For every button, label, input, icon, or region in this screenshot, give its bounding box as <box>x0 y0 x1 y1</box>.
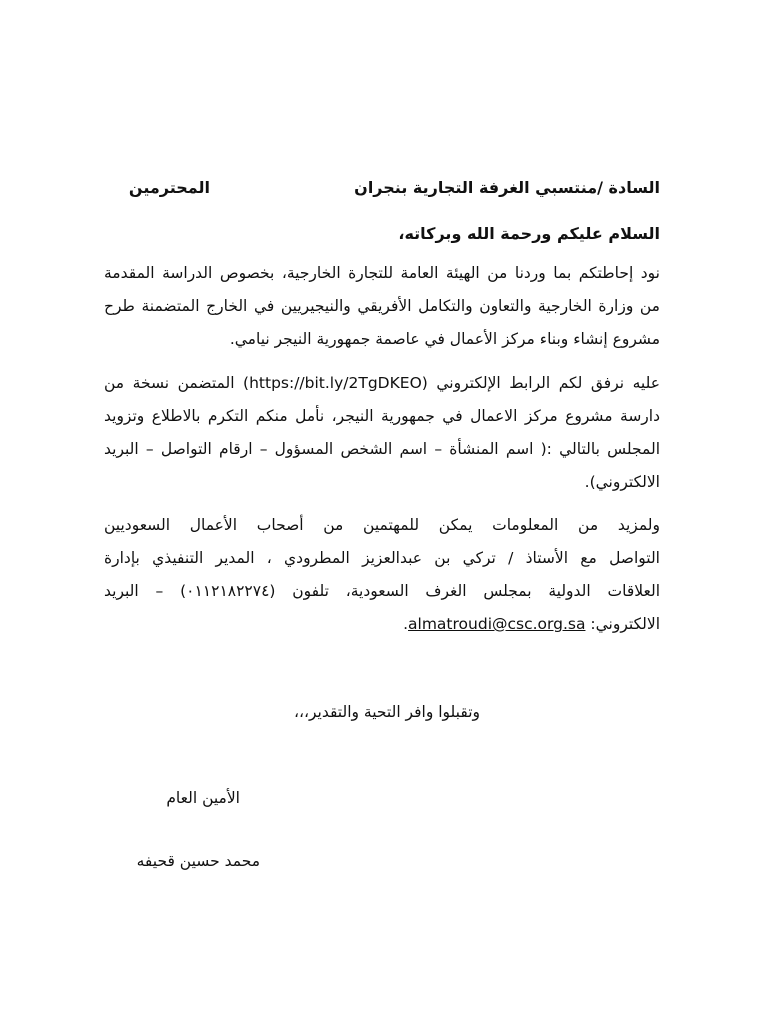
paragraph1-line2: من وزارة الخارجية والتعاون والتكامل الأفريقي والنيجيريين في الخارج المتضمنة طرح <box>104 297 660 315</box>
paragraph2-line1: عليه نرفق لكم الرابط الإلكتروني (https://bit.ly/2TgDKEO) المتضمن نسخة من <box>104 374 660 392</box>
signatory-name: محمد حسين قحيفه <box>136 852 260 870</box>
paragraph2-line3: المجلس بالتالي :( اسم المنشأة – اسم الشخص المسؤول – ارقام التواصل – البريد <box>104 440 660 458</box>
greeting: السلام عليكم ورحمة الله وبركاته، <box>398 224 660 243</box>
addressee: السادة /منتسبي الغرفة التجارية بنجران <box>354 178 660 197</box>
paragraph1-line3: مشروع إنشاء وبناء مركز الأعمال في عاصمة جمهورية النيجر نيامي. <box>229 330 660 348</box>
paragraph3-line1: ولمزيد من المعلومات يمكن للمهتمين من أصحاب الأعمال السعوديين <box>104 516 660 534</box>
respected-label: المحترمين <box>128 178 210 197</box>
email-suffix: . <box>403 615 409 633</box>
paragraph1-line1: نود إحاطتكم بما وردنا من الهيئة العامة للتجارة الخارجية، بخصوص الدراسة المقدمة <box>104 264 660 282</box>
signatory-title: الأمين العام <box>166 789 240 807</box>
paragraph3-line2: التواصل مع الأستاذ / تركي بن عبدالعزيز المطرودي ، المدير التنفيذي بإدارة <box>104 549 660 567</box>
closing: وتقبلوا وافر التحية والتقدير،،، <box>293 703 480 721</box>
paragraph3-line3: العلاقات الدولية بمجلس الغرف السعودية، تلفون (٠١١٢١٨٢٢٧٤) – البريد <box>104 582 660 600</box>
email-prefix: الالكتروني: <box>585 615 660 633</box>
paragraph2-line2: دارسة مشروع مركز الاعمال في جمهورية النيجر، نأمل منكم التكرم بالاطلاع وتزويد <box>104 407 660 425</box>
email-link[interactable]: almatroudi@csc.org.sa <box>408 615 586 633</box>
paragraph2-line4: الالكتروني). <box>584 473 660 491</box>
paragraph3-line4 <box>403 614 660 634</box>
